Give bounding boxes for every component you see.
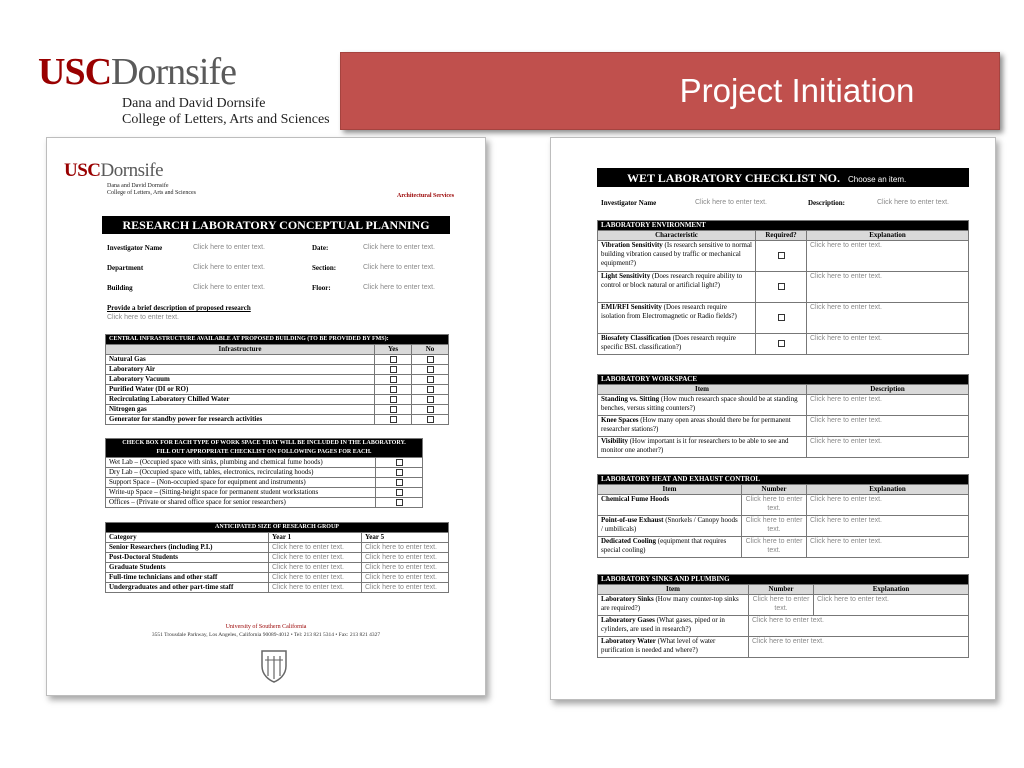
table-row <box>598 395 969 416</box>
table-row <box>106 553 449 563</box>
logo-usc: USC <box>38 51 112 93</box>
year1-input[interactable]: Click here to enter text. <box>269 563 362 573</box>
date-label: Date: <box>312 244 329 252</box>
sinks-item-text: (What level of water purification is needed and where?) <box>601 637 716 654</box>
checkbox[interactable] <box>427 356 434 363</box>
description-cell-input[interactable]: Click here to enter text. <box>807 395 969 416</box>
description-cell-input[interactable]: Click here to enter text. <box>807 437 969 458</box>
slide-title: Project Initiation <box>679 72 915 109</box>
checkbox[interactable] <box>778 283 785 290</box>
floor-label: Floor: <box>312 284 331 292</box>
infra-col-yes: Yes <box>375 345 412 355</box>
infra-row-label: Laboratory Vacuum <box>106 375 375 385</box>
checklist-title: WET LABORATORY CHECKLIST NO. <box>627 171 840 185</box>
year5-input[interactable]: Click here to enter text. <box>362 553 449 563</box>
floor-input[interactable]: Click here to enter text. <box>363 284 435 291</box>
table-row <box>106 395 449 405</box>
work-item-bold: Visibility <box>601 437 628 445</box>
env-item-bold: Biosafety Classification <box>601 334 671 342</box>
footer-address: 3551 Trousdale Parkway, Los Angeles, California 90089-4012 • Tel: 213 821 5314 • Fax: 213 821 4327 <box>151 632 381 638</box>
heat-item-text: (Snorkels / Canopy hoods / umbilicals) <box>601 516 738 533</box>
p2-description-label: Description: <box>808 199 845 207</box>
checkbox[interactable] <box>427 386 434 393</box>
env-col: Characteristic <box>598 231 756 241</box>
heat-item-bold: Chemical Fume Hoods <box>601 495 670 503</box>
table-row <box>598 272 969 303</box>
description-cell-input[interactable]: Click here to enter text. <box>807 416 969 437</box>
group-row-label: Undergraduates and other part-time staff <box>106 583 269 593</box>
infra-col-infrastructure: Infrastructure <box>106 345 375 355</box>
number-input[interactable]: Click here to enter text. <box>749 595 814 616</box>
year1-input[interactable]: Click here to enter text. <box>269 553 362 563</box>
table-row <box>598 437 969 458</box>
table-row <box>598 495 969 516</box>
group-header: ANTICIPATED SIZE OF RESEARCH GROUP <box>106 523 449 533</box>
p2-description-input[interactable]: Click here to enter text. <box>877 199 949 206</box>
work-item-bold: Standing vs. Sitting <box>601 395 660 403</box>
heat-item-bold: Dedicated Cooling <box>601 537 657 545</box>
wet-lab-checklist-page <box>550 137 996 700</box>
checkbox[interactable] <box>390 416 397 423</box>
sinks-item-bold: Laboratory Water <box>601 637 656 645</box>
checkbox[interactable] <box>390 396 397 403</box>
sinks-plumbing-table <box>597 574 969 658</box>
table-row <box>598 334 969 355</box>
table-row <box>598 416 969 437</box>
work-item-text: (How many open areas should there be for permanent researcher stations?) <box>601 416 791 433</box>
table-row <box>598 516 969 537</box>
building-input[interactable]: Click here to enter text. <box>193 284 265 291</box>
heat-exhaust-table <box>597 474 969 558</box>
group-col-category: Category <box>106 533 269 543</box>
checkbox[interactable] <box>427 376 434 383</box>
table-row <box>106 468 423 478</box>
env-item-bold: Light Sensitivity <box>601 272 651 280</box>
env-col: Explanation <box>807 231 969 241</box>
explanation-input[interactable]: Click here to enter text. <box>807 495 969 516</box>
workspace-header-1: CHECK BOX FOR EACH TYPE OF WORK SPACE THAT WILL BE INCLUDED IN THE LABORATORY. <box>122 440 406 446</box>
env-item-text: (Does research require ability to control or block natural or artificial light?) <box>601 272 743 289</box>
investigator-input[interactable]: Click here to enter text. <box>193 244 265 251</box>
page1-sub2: College of Letters, Arts and Sciences <box>107 190 196 196</box>
checkbox[interactable] <box>390 386 397 393</box>
heat-header: LABORATORY HEAT AND EXHAUST CONTROL <box>598 475 969 485</box>
p2-investigator-input[interactable]: Click here to enter text. <box>695 199 767 206</box>
architectural-services-label: Architectural Services <box>397 193 455 199</box>
env-header: LABORATORY ENVIRONMENT <box>598 221 969 231</box>
table-row <box>598 537 969 558</box>
sinks-col: Number <box>749 585 814 595</box>
explanation-input[interactable]: Click here to enter text. <box>814 595 969 616</box>
workspace-row-label: Support Space – (Non-occupied space for equipment and instruments) <box>106 478 376 488</box>
number-input[interactable]: Click here to enter text. <box>742 495 807 516</box>
table-row <box>106 583 449 593</box>
env-col: Required? <box>756 231 807 241</box>
env-item-bold: EMI/RFI Sensitivity <box>601 303 662 311</box>
checkbox[interactable] <box>390 376 397 383</box>
explanation-input[interactable]: Click here to enter text. <box>807 241 969 272</box>
heat-col: Explanation <box>807 485 969 495</box>
lab-workspace-table <box>597 374 969 458</box>
table-row <box>106 415 449 425</box>
infra-row-label: Nitrogen gas <box>106 405 375 415</box>
table-row <box>106 543 449 553</box>
description-input[interactable]: Click here to enter text. <box>107 314 179 321</box>
planning-form-page <box>46 137 486 696</box>
number-input[interactable]: Click here to enter text. <box>742 516 807 537</box>
page1-sub1: Dana and David Dornsife <box>107 183 169 189</box>
planning-title: RESEARCH LABORATORY CONCEPTUAL PLANNING <box>102 216 450 234</box>
table-row <box>106 355 449 365</box>
infra-row-label: Generator for standby power for research activities <box>106 415 375 425</box>
infra-row-label: Purified Water (DI or RO) <box>106 385 375 395</box>
footer-university: University of Southern California <box>225 624 307 630</box>
work-item-bold: Knee Spaces <box>601 416 639 424</box>
explanation-input[interactable]: Click here to enter text. <box>749 637 969 658</box>
building-label: Building <box>107 284 133 292</box>
year5-input[interactable]: Click here to enter text. <box>362 543 449 553</box>
group-row-label: Full-time technicians and other staff <box>106 573 269 583</box>
table-row <box>106 573 449 583</box>
group-col-year1: Year 1 <box>269 533 362 543</box>
checklist-title-bar <box>597 168 969 187</box>
table-row <box>106 563 449 573</box>
infrastructure-table <box>105 334 449 425</box>
investigator-label: Investigator Name <box>107 244 163 252</box>
table-row <box>106 385 449 395</box>
section-input[interactable]: Click here to enter text. <box>363 264 435 271</box>
explanation-input[interactable]: Click here to enter text. <box>807 334 969 355</box>
explanation-input[interactable]: Click here to enter text. <box>807 537 969 558</box>
workspace-row-label: Wet Lab – (Occupied space with sinks, plumbing and chemical fume hoods) <box>106 458 376 468</box>
env-item-text: (Does research require isolation from Electromagnetic or Radio fields?) <box>601 303 737 320</box>
page1-logo-usc: USC <box>64 160 101 181</box>
heat-col: Item <box>598 485 742 495</box>
checkbox[interactable] <box>390 406 397 413</box>
checkbox[interactable] <box>396 459 403 466</box>
sinks-col: Item <box>598 585 749 595</box>
checkbox[interactable] <box>427 366 434 373</box>
table-row <box>106 405 449 415</box>
year5-input[interactable]: Click here to enter text. <box>362 573 449 583</box>
heat-col: Number <box>742 485 807 495</box>
department-label: Department <box>107 264 144 272</box>
research-group-table <box>105 522 449 593</box>
checkbox[interactable] <box>427 406 434 413</box>
workspace-row-label: Offices – (Private or shared office space for senior researchers) <box>106 498 376 508</box>
page1-logo <box>64 160 196 196</box>
table-row <box>106 498 423 508</box>
group-col-year5: Year 5 <box>362 533 449 543</box>
table-row <box>106 478 423 488</box>
sinks-item-bold: Laboratory Gases <box>601 616 655 624</box>
table-row <box>598 241 969 272</box>
workspace-row-label: Dry Lab – (Occupied space with, tables, electronics, recirculating hoods) <box>106 468 376 478</box>
work-col: Item <box>598 385 807 395</box>
logo-sub-line2: College of Letters, Arts and Sciences <box>122 112 330 127</box>
workspace-table <box>105 438 423 508</box>
env-item-bold: Vibration Sensitivity <box>601 241 663 249</box>
table-row <box>598 616 969 637</box>
page1-logo-dornsife: Dornsife <box>100 160 163 181</box>
table-row <box>106 458 423 468</box>
checkbox[interactable] <box>778 340 785 347</box>
year1-input[interactable]: Click here to enter text. <box>269 583 362 593</box>
heat-item-text: (equipment that requires special cooling) <box>601 537 727 554</box>
checkbox[interactable] <box>396 499 403 506</box>
checkbox[interactable] <box>390 356 397 363</box>
explanation-input[interactable]: Click here to enter text. <box>807 272 969 303</box>
description-label: Provide a brief description of proposed research <box>107 304 251 312</box>
table-row <box>598 303 969 334</box>
sinks-header: LABORATORY SINKS AND PLUMBING <box>598 575 969 585</box>
explanation-input[interactable]: Click here to enter text. <box>807 516 969 537</box>
env-item-text: (Does research require specific BSL classification?) <box>601 334 736 351</box>
table-row <box>598 637 969 658</box>
checkbox[interactable] <box>427 416 434 423</box>
checklist-number-select[interactable]: Choose an item. <box>847 175 907 184</box>
table-row <box>106 375 449 385</box>
checkbox[interactable] <box>778 252 785 259</box>
explanation-input[interactable]: Click here to enter text. <box>749 616 969 637</box>
group-row-label: Post-Doctoral Students <box>106 553 269 563</box>
table-row <box>106 365 449 375</box>
table-row <box>598 595 969 616</box>
usc-dornsife-logo <box>38 51 330 127</box>
checkbox[interactable] <box>396 489 403 496</box>
year5-input[interactable]: Click here to enter text. <box>362 563 449 573</box>
heat-item-bold: Point-of-use Exhaust <box>601 516 664 524</box>
p2-investigator-label: Investigator Name <box>601 199 657 207</box>
table-row <box>106 488 423 498</box>
sinks-item-text: (How many counter-top sinks are required?) <box>601 595 739 612</box>
env-item-text: (Is research sensitive to normal building vibration caused by traffic or mechanical equipment?) <box>601 241 753 267</box>
logo-dornsife: Dornsife <box>111 51 236 93</box>
group-row-label: Senior Researchers (including P.I.) <box>106 543 269 553</box>
workspace-header-2: FILL OUT APPROPRIATE CHECKLIST ON FOLLOWING PAGES FOR EACH. <box>156 449 372 455</box>
checkbox[interactable] <box>427 396 434 403</box>
number-input[interactable]: Click here to enter text. <box>742 537 807 558</box>
work-item-text: (How much research space should be at standing benches, versus sitting counters?) <box>601 395 798 412</box>
checkbox[interactable] <box>778 314 785 321</box>
infra-row-label: Natural Gas <box>106 355 375 365</box>
title-banner <box>340 52 1000 130</box>
lab-environment-table <box>597 220 969 355</box>
year5-input[interactable]: Click here to enter text. <box>362 583 449 593</box>
checkbox[interactable] <box>396 479 403 486</box>
checkbox[interactable] <box>390 366 397 373</box>
year1-input[interactable]: Click here to enter text. <box>269 543 362 553</box>
work-header: LABORATORY WORKSPACE <box>598 375 969 385</box>
workspace-row-label: Write-up Space – (Sitting-height space for permanent student workstations <box>106 488 376 498</box>
sinks-col: Explanation <box>814 585 969 595</box>
section-label: Section: <box>312 264 337 272</box>
year1-input[interactable]: Click here to enter text. <box>269 573 362 583</box>
sinks-item-text: (What gases, piped or in cylinders, are used in research?) <box>601 616 725 633</box>
infra-header: CENTRAL INFRASTRUCTURE AVAILABLE AT PROPOSED BUILDING (TO BE PROVIDED BY FMS): <box>106 335 449 345</box>
work-item-text: (How important is it for researchers to be able to see and monitor one another?) <box>601 437 789 454</box>
logo-sub-line1: Dana and David Dornsife <box>122 96 266 111</box>
work-col: Description <box>807 385 969 395</box>
infra-col-no: No <box>412 345 449 355</box>
group-row-label: Graduate Students <box>106 563 269 573</box>
checkbox[interactable] <box>396 469 403 476</box>
date-input[interactable]: Click here to enter text. <box>363 244 435 251</box>
infra-row-label: Recirculating Laboratory Chilled Water <box>106 395 375 405</box>
explanation-input[interactable]: Click here to enter text. <box>807 303 969 334</box>
department-input[interactable]: Click here to enter text. <box>193 264 265 271</box>
usc-seal-icon <box>259 648 289 684</box>
infra-row-label: Laboratory Air <box>106 365 375 375</box>
sinks-item-bold: Laboratory Sinks <box>601 595 654 603</box>
